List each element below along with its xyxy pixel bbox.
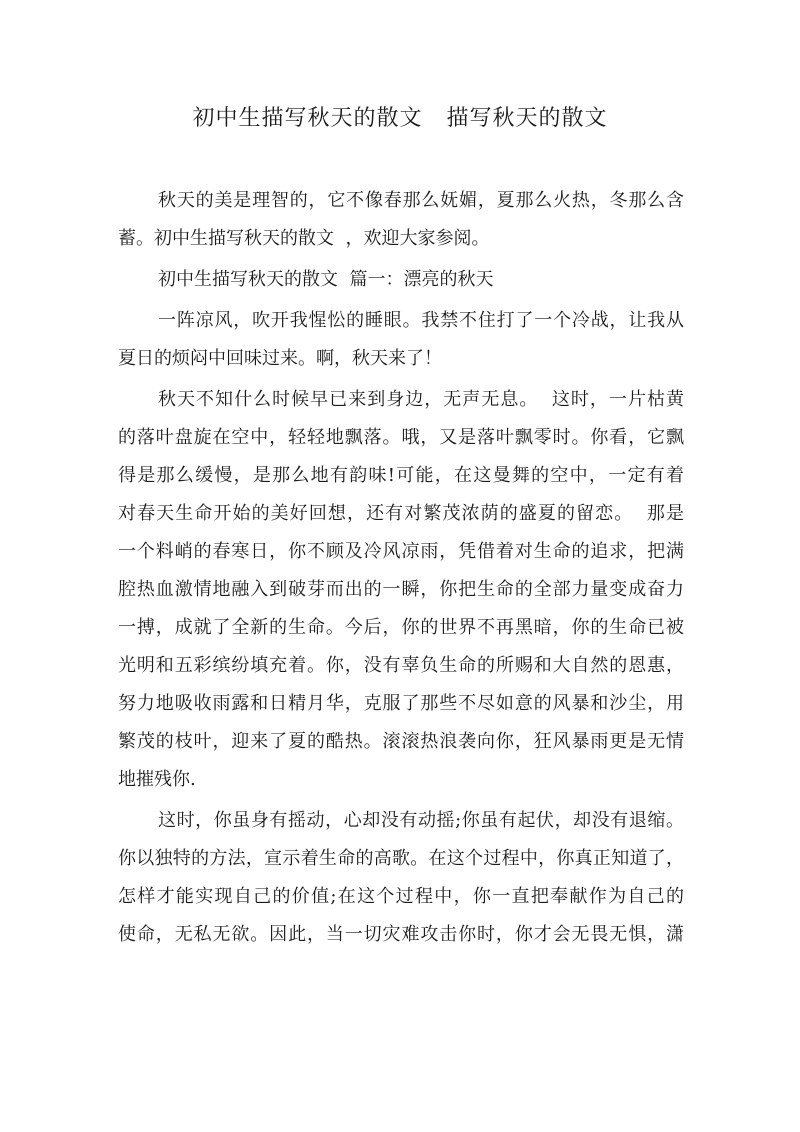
paragraph-line: 繁茂的枝叶，迎来了夏的酷热。滚滚热浪袭向你，狂风暴雨更是无情	[118, 731, 684, 752]
paragraph	[118, 807, 684, 959]
paragraph-line: 秋天的美是理智的，它不像春那么妩媚，夏那么火热，冬那么含	[158, 190, 684, 211]
paragraph-line: 一阵凉风，吹开我惺忪的睡眼。我禁不住打了一个冷战，让我从	[158, 310, 684, 331]
paragraph-line: 的落叶盘旋在空中，轻轻地飘落。哦，又是落叶飘零时。你看，它飘	[118, 427, 684, 448]
paragraph-line: 得是那么缓慢，是那么地有韵味!可能，在这曼舞的空中，一定有着	[118, 465, 684, 486]
paragraph-line: 一个料峭的春寒日，你不顾及冷风凉雨，凭借着对生命的追求，把满	[118, 541, 684, 562]
paragraph-line: 地摧残你.	[118, 769, 196, 790]
section-heading: 初中生描写秋天的散文 篇一：漂亮的秋天	[158, 269, 494, 290]
paragraph	[118, 386, 684, 804]
paragraph-line: 使命，无私无欲。因此，当一切灾难攻击你时，你才会无畏无惧，潇	[118, 924, 684, 945]
paragraph-line: 夏日的烦闷中回味过来。啊，秋天来了！	[118, 348, 442, 369]
paragraph-line: 腔热血激情地融入到破芽而出的一瞬，你把生命的全部力量变成奋力	[118, 579, 684, 600]
paragraph-heading	[118, 266, 684, 304]
paragraph-line: 光明和五彩缤纷填充着。你，没有辜负生命的所赐和大自然的恩惠，	[118, 655, 684, 676]
paragraph-line: 你以独特的方法，宣示着生命的高歌。在这个过程中，你真正知道了，	[118, 848, 684, 869]
paragraph-line: 秋天不知什么时候早已来到身边，无声无息。 这时，一片枯黄	[158, 389, 684, 410]
paragraph-line: 怎样才能实现自己的价值;在这个过程中，你一直把奉献作为自己的	[118, 886, 684, 907]
paragraph	[118, 187, 684, 263]
document-title: 初中生描写秋天的散文 描写秋天的散文	[192, 106, 608, 131]
paragraph-line: 这时，你虽身有摇动，心却没有动摇;你虽有起伏，却没有退缩。	[158, 810, 684, 831]
paragraph	[118, 307, 684, 383]
paragraph-line: 蓄。初中生描写秋天的散文 ，欢迎大家参阅。	[118, 228, 490, 249]
document-body	[118, 187, 684, 959]
paragraph-line: 对春天生命开始的美好回想，还有对繁茂浓荫的盛夏的留恋。 那是	[118, 503, 684, 524]
paragraph-line: 努力地吸收雨露和日精月华，克服了那些不尽如意的风暴和沙尘，用	[118, 693, 684, 714]
paragraph-line: 一搏，成就了全新的生命。今后，你的世界不再黑暗，你的生命已被	[118, 617, 684, 638]
